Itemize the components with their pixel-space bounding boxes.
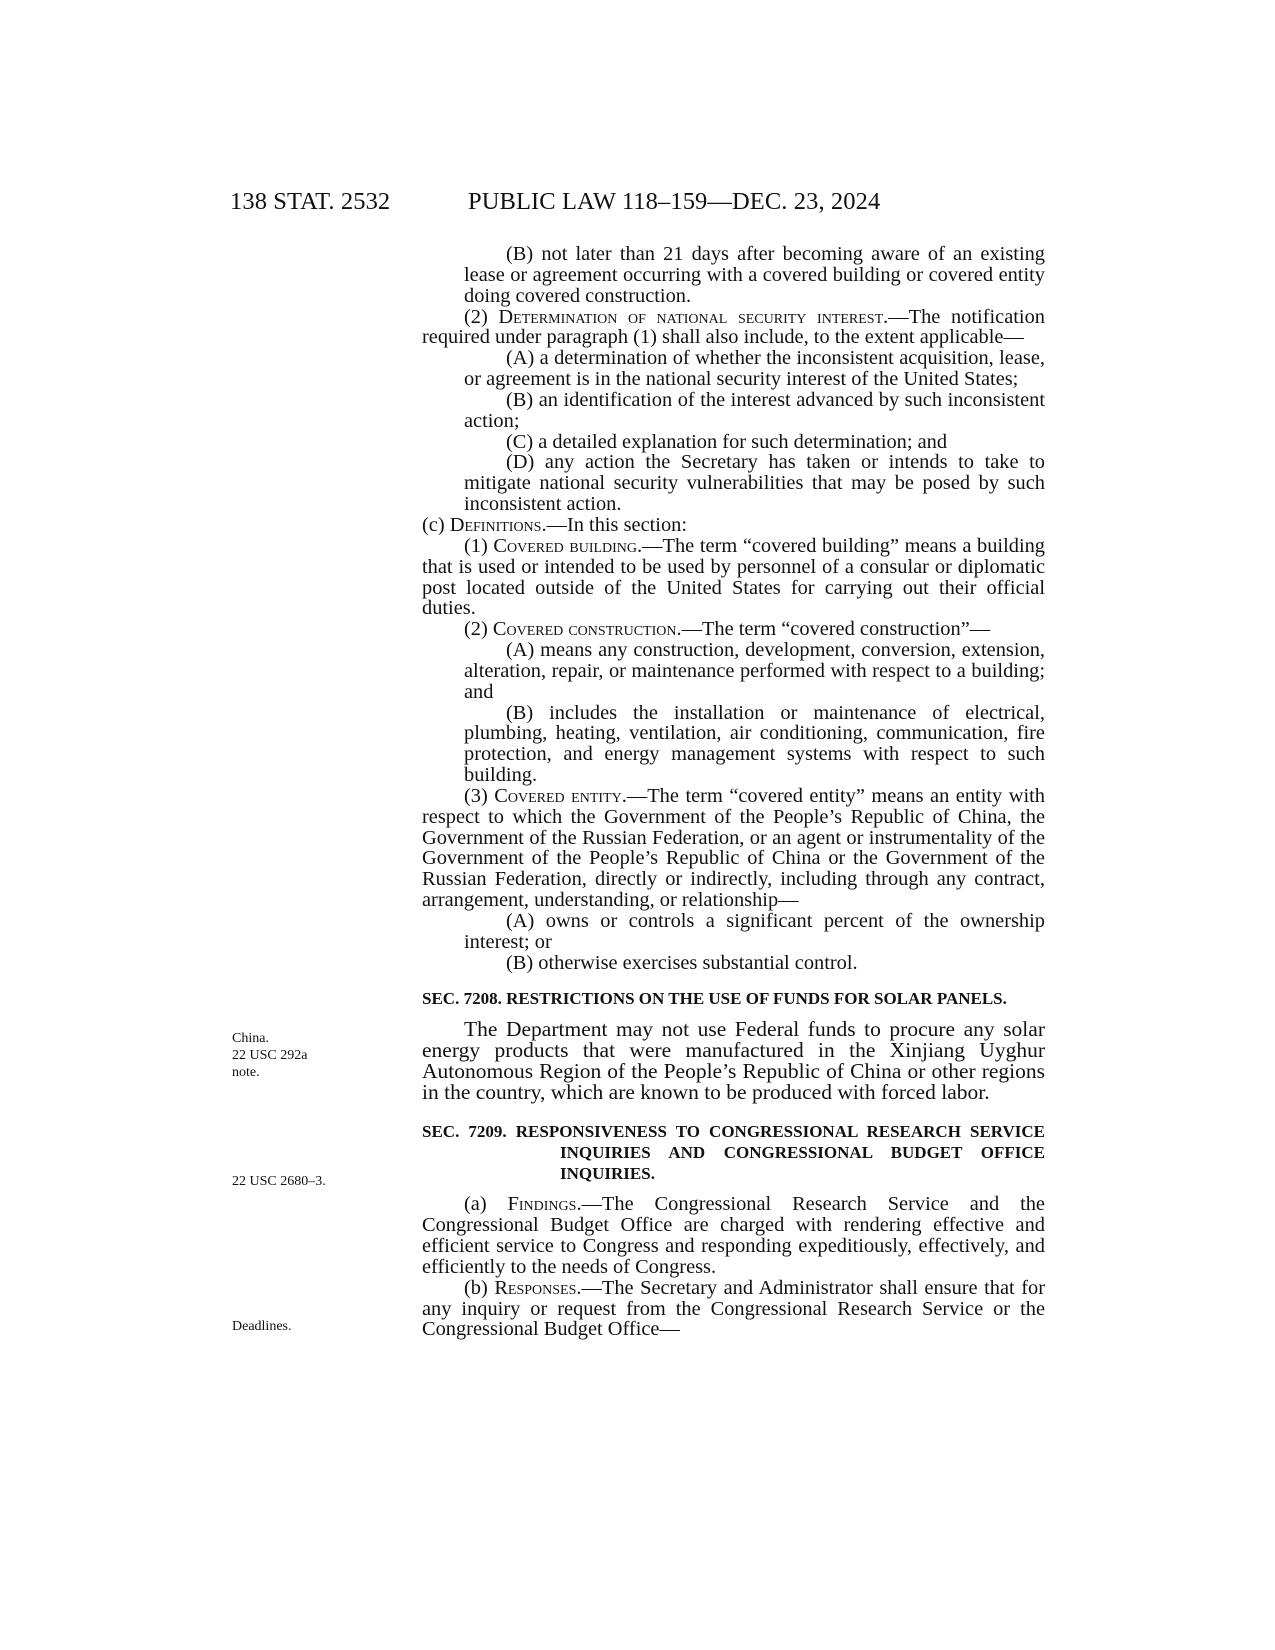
subsection-number: (a) [464,1193,508,1216]
subparagraph-b: (B) not later than 21 days after becoming aware of an existing lease or agreement occurring with a covered building or covered entity doing covered construction. [464,243,1045,307]
paragraph-2-d: (D) any action the Secretary has taken or intends to take to mitigate national security vulnerabilities that may be posed by such inconsistent action. [464,451,1045,516]
section-7209-findings [422,1194,1045,1277]
subsection-heading: Definitions [449,513,542,536]
paragraph-number: (2) [464,618,493,641]
paragraph-text: .—The term “covered construction”— [676,618,991,641]
margin-note-sec7209: 22 USC 2680–3. [232,1174,326,1189]
subsection-heading: Findings [507,1193,577,1216]
subsection-text: .—The Congressional Research Service and the Congressional Budget Office are charged with rendering effective and efficient service to Congress and responding expeditiously, effectively, and efficiently to the needs of Congress. [422,1193,1045,1278]
definition-covered-entity [422,786,1045,911]
main-text-column [422,244,1045,1340]
covered-construction-a: (A) means any construction, development, conversion, extension, alteration, repair, or maintenance performed with respect to a building; and [464,639,1045,703]
section-7208-text: The Department may not use Federal funds to procure any solar energy products that were manufactured in the Xinjiang Uyghur Autonomous Region of the People’s Republic of China or other regions in the country, which are known to be produced with forced labor. [422,1016,1045,1105]
paragraph-heading: Covered building [493,534,638,557]
subsection-number: (c) [422,513,450,536]
section-7208-heading: SEC. 7208. RESTRICTIONS ON THE USE OF FUNDS FOR SOLAR PANELS. [422,988,1007,1008]
paragraph-2-c: (C) a detailed explanation for such determination; and [506,430,948,453]
paragraph-number: (1) [464,534,494,557]
section-7209-heading: SEC. 7209. RESPONSIVENESS TO CONGRESSIONAL RESEARCH SERVICE INQUIRIES AND CONGRESSIONAL BUDGET OFFICE INQUIRIES. [422,1122,1045,1184]
running-head: PUBLIC LAW 118–159—DEC. 23, 2024 [468,188,881,215]
stat-page-number: 138 STAT. 2532 [230,188,391,215]
paragraph-text: .—The term “covered entity” means an entity with respect to which the Government of the People’s Republic of China, the Government of the Russian Federation, or an agent or instrumentality of the Government of the People’s Republic of China or the Government of the Russian Federation, directly or indirectly, including through any contract, arrangement, understanding, or relationship— [422,784,1045,912]
subsection-heading: Responses [494,1276,577,1299]
paragraph-2-b: (B) an identification of the interest advanced by such inconsistent action; [464,388,1045,432]
paragraph-heading: Covered construction [492,618,677,641]
margin-note-line: 22 USC 292a [232,1048,308,1063]
section-7209-responses [422,1278,1045,1341]
paragraph-2 [422,307,1045,349]
paragraph-2-a: (A) a determination of whether the inconsistent acquisition, lease, or agreement is in the national security interest of the United States; [464,347,1045,391]
covered-entity-b: (B) otherwise exercises substantial control. [506,951,858,974]
margin-note-line: note. [232,1065,260,1080]
definition-covered-construction [422,619,1045,640]
subsection-c [422,515,1045,536]
subsection-number: (b) [464,1276,495,1299]
paragraph-heading: Covered entity [494,784,622,807]
paragraph-number: (3) [464,784,495,807]
subsection-text: .—In this section: [541,513,688,536]
paragraph-text: .—The term “covered building” means a building that is used or intended to be used by personnel of a consular or diplomatic post located outside of the United States for carrying out their official duties. [422,534,1045,620]
paragraph-text: .—The notification required under paragraph (1) shall also include, to the extent applicable— [422,305,1045,349]
definition-covered-building [422,536,1045,619]
subsection-text: .—The Secretary and Administrator shall ensure that for any inquiry or request from the Congressional Research Service or the Congressional Budget Office— [422,1276,1046,1341]
covered-entity-a: (A) owns or controls a significant percent of the ownership interest; or [464,910,1045,953]
paragraph-number: (2) [464,305,499,328]
page-header [0,188,1275,220]
paragraph-heading: Determination of national security interest [498,305,884,328]
margin-note-deadlines: Deadlines. [232,1319,292,1334]
margin-note-line: China. [232,1031,269,1046]
margin-note-sec7208 [232,1030,352,1081]
covered-construction-b: (B) includes the installation or maintenance of electrical, plumbing, heating, ventilation, air conditioning, communication, fire protection, and energy management systems with respect to such building. [464,701,1045,787]
